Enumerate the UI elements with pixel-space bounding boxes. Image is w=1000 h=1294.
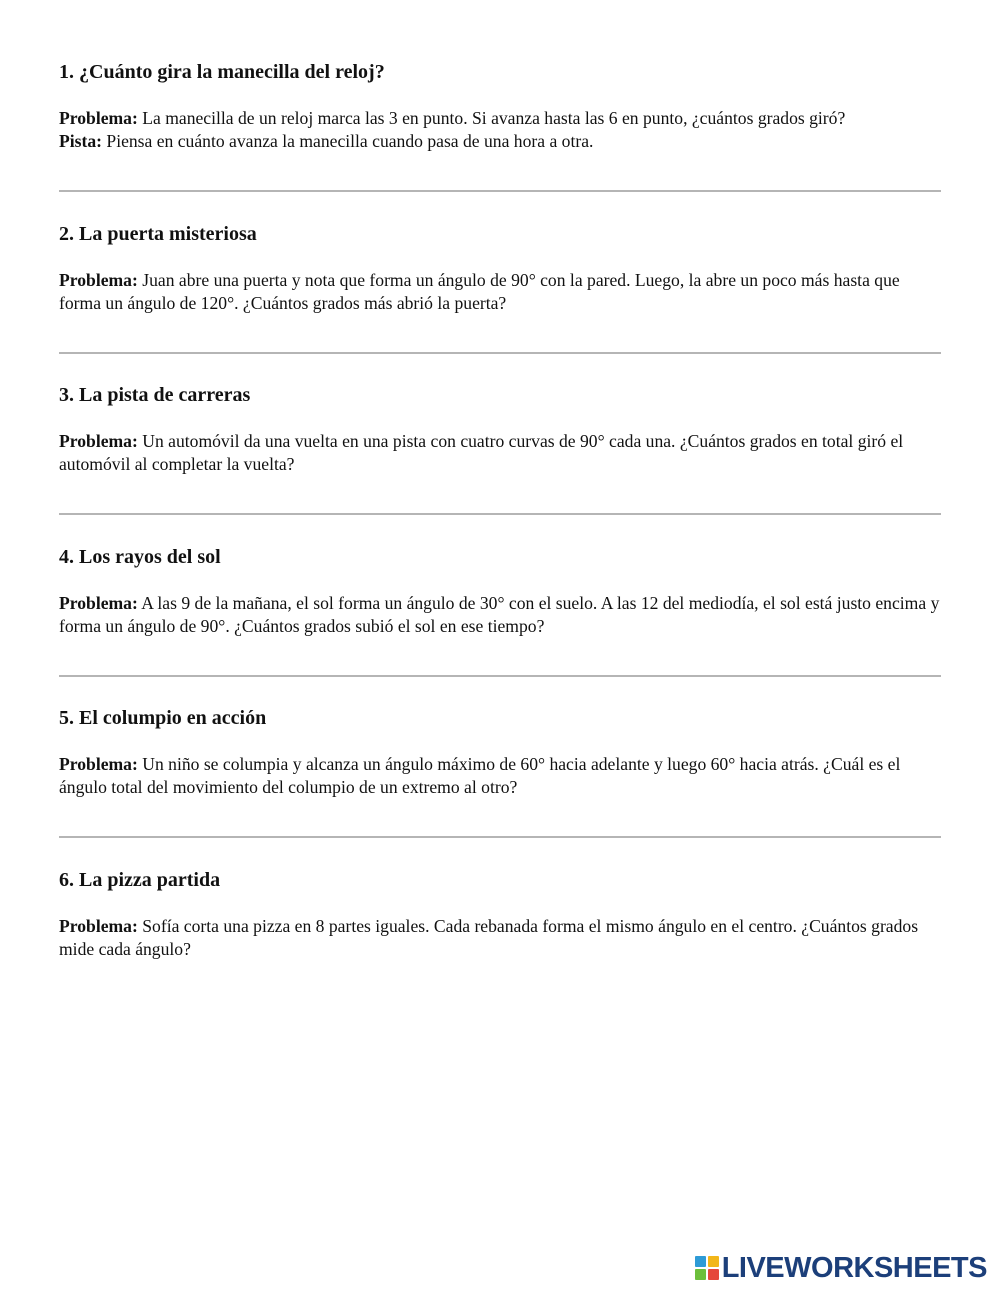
problem-label: Problema: bbox=[59, 108, 138, 128]
logo-square-blue bbox=[695, 1256, 706, 1267]
problem-label: Problema: bbox=[59, 431, 138, 451]
problem-text: Juan abre una puerta y nota que forma un ángulo de 90° con la pared. Luego, la abre un poco más hasta que forma un ángulo de 120°. ¿Cuántos grados más abrió la puerta? bbox=[59, 269, 900, 313]
problem-section-4 bbox=[59, 543, 941, 705]
problem-text: La manecilla de un reloj marca las 3 en punto. Si avanza hasta las 6 en punto, ¿cuántos grados giró? bbox=[142, 108, 846, 128]
section-divider bbox=[59, 513, 941, 515]
problem-title: 6. La pizza partida bbox=[59, 868, 221, 891]
problem-title: 4. Los rayos del sol bbox=[59, 545, 221, 568]
section-divider bbox=[59, 190, 941, 192]
problem-text: Un automóvil da una vuelta en una pista con cuatro curvas de 90° cada una. ¿Cuántos grados en total giró el automóvil al completar la vuelta? bbox=[59, 431, 904, 474]
worksheet-page bbox=[59, 58, 941, 1027]
section-divider bbox=[59, 675, 941, 677]
problem-body bbox=[59, 430, 941, 476]
logo-square-red bbox=[708, 1269, 719, 1280]
problem-label: Problema: bbox=[59, 269, 138, 290]
hint-label: Pista: bbox=[59, 131, 102, 151]
liveworksheets-logo-icon bbox=[695, 1256, 719, 1280]
problem-label: Problema: bbox=[59, 754, 138, 774]
problem-title: 2. La puerta misteriosa bbox=[59, 222, 257, 245]
logo-square-green bbox=[695, 1269, 706, 1280]
logo-square-yellow bbox=[708, 1256, 719, 1267]
problem-section-6 bbox=[59, 866, 941, 1028]
liveworksheets-logo bbox=[695, 1254, 987, 1282]
problem-text: A las 9 de la mañana, el sol forma un ángulo de 30° con el suelo. A las 12 del mediodía, el sol está justo encima y forma un ángulo de 90°. ¿Cuántos grados subió el sol en ese tiempo? bbox=[59, 592, 940, 636]
hint-text: Piensa en cuánto avanza la manecilla cuando pasa de una hora a otra. bbox=[106, 131, 594, 151]
problem-title: 5. El columpio en acción bbox=[59, 707, 267, 729]
problem-body bbox=[59, 915, 941, 961]
problem-label: Problema: bbox=[59, 592, 138, 613]
problem-section-1 bbox=[59, 58, 941, 220]
problem-text: Sofía corta una pizza en 8 partes iguales. Cada rebanada forma el mismo ángulo en el centro. ¿Cuántos grados mide cada ángulo? bbox=[59, 915, 919, 959]
logo-wordmark: LIVEWORKSHEETS bbox=[721, 1252, 987, 1284]
problem-label: Problema: bbox=[59, 915, 138, 936]
problem-section-3 bbox=[59, 381, 941, 543]
problem-body bbox=[59, 269, 941, 315]
section-divider bbox=[59, 836, 941, 838]
problem-title: 1. ¿Cuánto gira la manecilla del reloj? bbox=[59, 61, 385, 83]
problem-title: 3. La pista de carreras bbox=[59, 384, 251, 406]
problem-section-5 bbox=[59, 704, 941, 866]
problem-body bbox=[59, 592, 941, 638]
section-divider bbox=[59, 352, 941, 354]
problem-text: Un niño se columpia y alcanza un ángulo máximo de 60° hacia adelante y luego 60° hacia atrás. ¿Cuál es el ángulo total del movimiento del columpio de un extremo al otro? bbox=[59, 754, 901, 797]
problem-body bbox=[59, 753, 941, 799]
problem-section-2 bbox=[59, 220, 941, 382]
problem-body bbox=[59, 107, 941, 153]
